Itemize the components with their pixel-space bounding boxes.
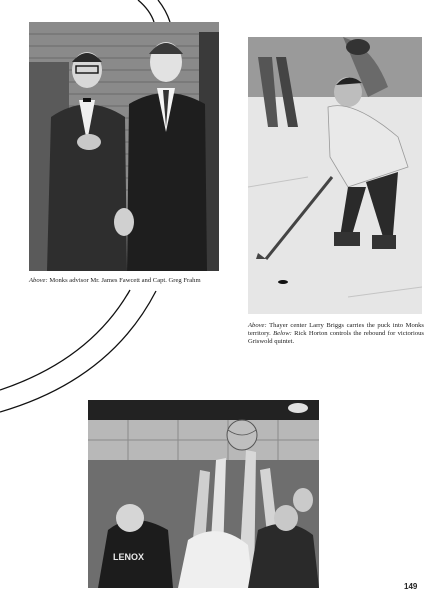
caption-right-text-below: Rick Horton controls the rebound for victorious Griswold quintet. [248,330,424,345]
caption-advisor-and-captain [29,277,219,285]
jersey-text: LENOX [113,552,145,562]
photo-basketball-rebound [88,400,319,588]
caption-right-text-above: Thayer center Larry Briggs carries the puck into Monks territory. [248,322,424,337]
photo-hockey-game [248,37,422,314]
photo-advisor-and-captain [29,22,219,271]
caption-left-label: Above: [29,277,48,284]
caption-hockey-and-basketball [248,322,424,346]
caption-right-label-above: Above: [248,322,267,329]
caption-left-text: Monks advisor Mr. James Fawcett and Capt. Greg Frahm [49,277,201,284]
caption-right-label-below: Below: [273,330,292,337]
page-number: 149 [404,582,418,591]
